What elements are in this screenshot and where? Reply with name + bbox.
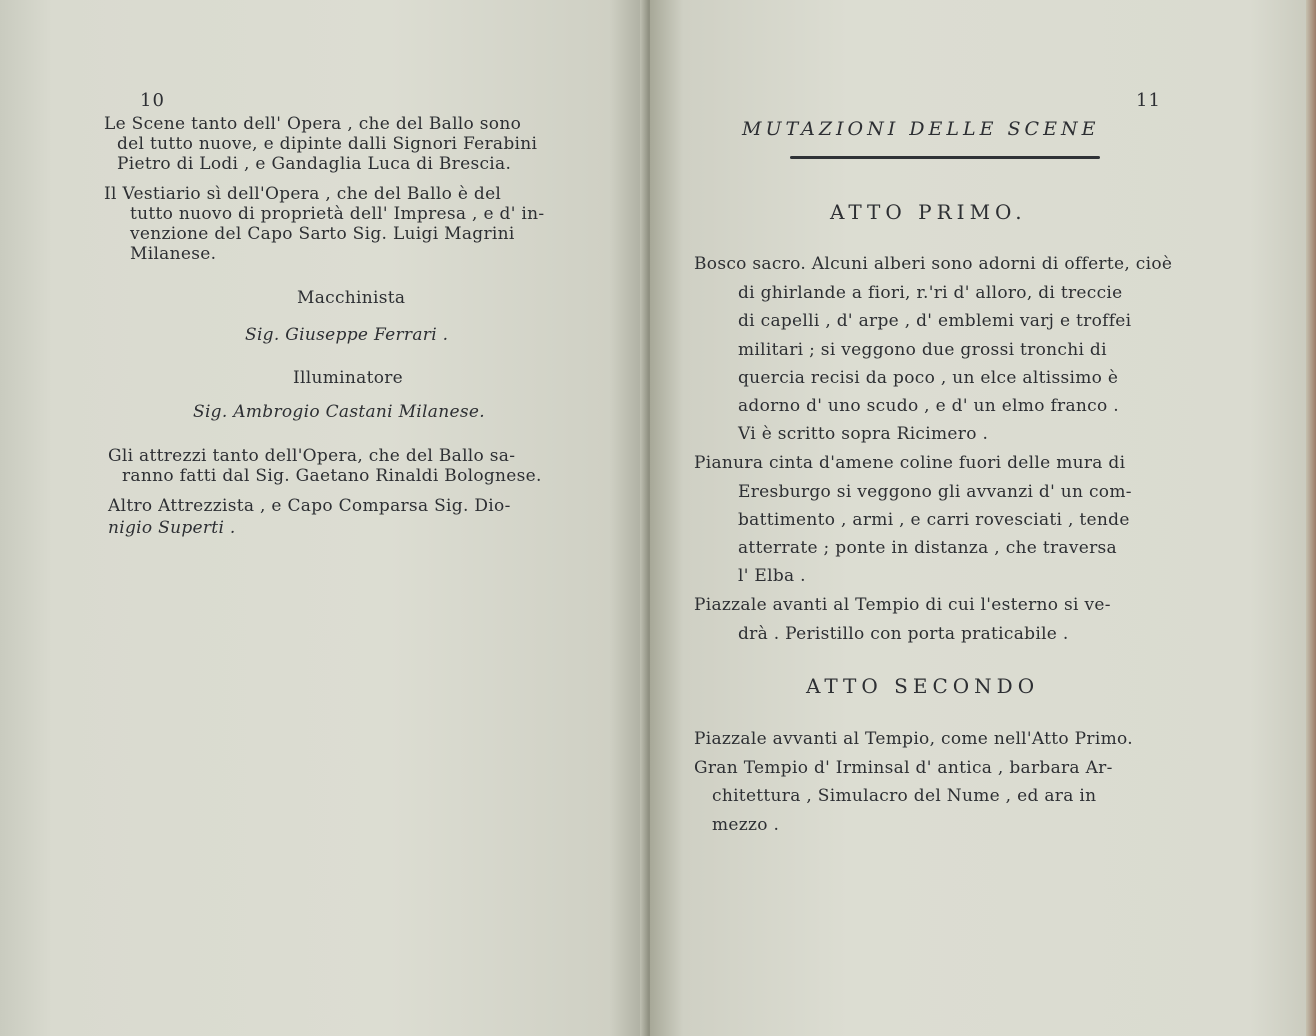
text-line: Gran Tempio d' Irminsal d' antica , barbara Ar- <box>694 758 1113 778</box>
text-line: quercia recisi da poco , un elce altissimo è <box>738 368 1119 388</box>
page-edge <box>1306 0 1316 1036</box>
page-number: 11 <box>1136 90 1161 111</box>
text-line: chitettura , Simulacro del Nume , ed ara in <box>712 786 1097 806</box>
text-line: adorno d' uno scudo , e d' un elmo franco . <box>738 396 1119 416</box>
person-name: Sig. Ambrogio Castani Milanese. <box>193 402 485 422</box>
text-line: Il Vestiario sì dell'Opera , che del Ballo è del <box>104 184 502 204</box>
text-line: del tutto nuove, e dipinte dalli Signori Ferabini <box>117 134 538 154</box>
text-line: ranno fatti dal Sig. Gaetano Rinaldi Bolognese. <box>122 466 542 486</box>
text-line: di ghirlande a fiori, r.'ri d' alloro, di treccie <box>738 283 1123 303</box>
text-line: l' Elba . <box>738 566 806 586</box>
right-page <box>650 0 1316 1036</box>
text-line: venzione del Capo Sarto Sig. Luigi Magrini <box>130 224 515 244</box>
page-heading: MUTAZIONI DELLE SCENE <box>742 118 1100 140</box>
text-line: tutto nuovo di proprietà dell' Impresa , e d' in- <box>130 204 545 224</box>
text-line: Altro Attrezzista , e Capo Comparsa Sig. Dio- <box>108 496 511 516</box>
act-title: ATTO SECONDO <box>806 674 1040 698</box>
text-line: drà . Peristillo con porta praticabile . <box>738 624 1069 644</box>
section-title: Illuminatore <box>293 368 404 388</box>
text-line: di capelli , d' arpe , d' emblemi varj e troffei <box>738 311 1132 331</box>
text-line: Vi è scritto sopra Ricimero . <box>738 424 989 444</box>
text-line: battimento , armi , e carri rovesciati , tende <box>738 510 1130 530</box>
page-number: 10 <box>140 90 165 111</box>
person-name: Sig. Giuseppe Ferrari . <box>245 325 449 345</box>
text-line: atterrate ; ponte in distanza , che traversa <box>738 538 1117 558</box>
heading-rule <box>790 156 1100 159</box>
text-line: Le Scene tanto dell' Opera , che del Ballo sono <box>104 114 522 134</box>
left-page <box>0 0 648 1036</box>
act-title: ATTO PRIMO. <box>830 200 1027 224</box>
text-line: Gli attrezzi tanto dell'Opera, che del Ballo sa- <box>108 446 516 466</box>
text-line: Bosco sacro. Alcuni alberi sono adorni di offerte, cioè <box>694 254 1173 274</box>
text-line: Pianura cinta d'amene coline fuori delle mura di <box>694 453 1126 473</box>
text-line: nigio Superti . <box>108 518 236 538</box>
text-line: Milanese. <box>130 244 217 264</box>
text-line: Eresburgo si veggono gli avvanzi d' un com- <box>738 482 1132 502</box>
text-line: militari ; si veggono due grossi tronchi di <box>738 340 1107 360</box>
section-title: Macchinista <box>297 288 406 308</box>
text-line: Piazzale avanti al Tempio di cui l'esterno si ve- <box>694 595 1111 615</box>
text-line: Piazzale avvanti al Tempio, come nell'Atto Primo. <box>694 729 1133 749</box>
text-line: mezzo . <box>712 815 780 835</box>
text-line: Pietro di Lodi , e Gandaglia Luca di Brescia. <box>117 154 512 174</box>
